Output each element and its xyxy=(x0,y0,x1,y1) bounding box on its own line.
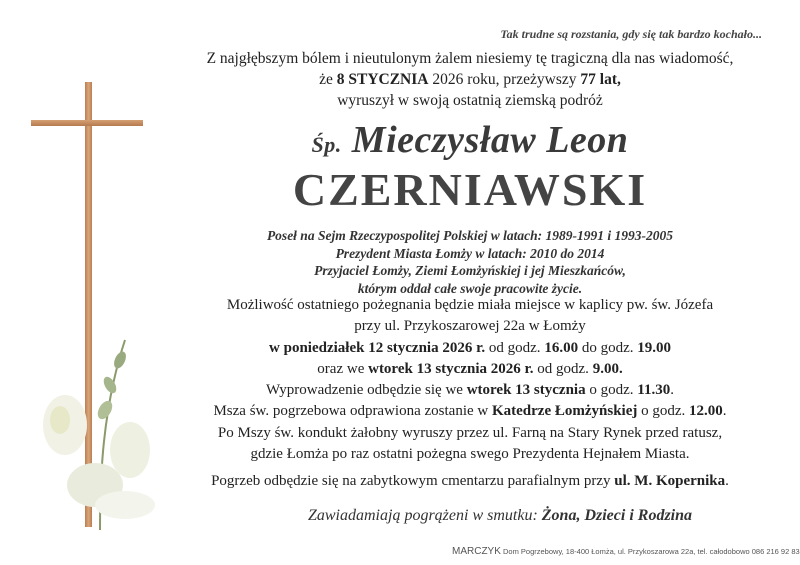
details-line: Pogrzeb odbędzie się na zabytkowym cmentarzu parafialnym przy ul. M. Kopernika. xyxy=(211,473,729,490)
merit-line: którym oddał całe swoje pracowite życie. xyxy=(357,280,583,296)
quote: Tak trudne są rozstania, gdy się tak bardzo kochało... xyxy=(500,27,762,41)
funeral-details xyxy=(180,295,760,493)
funeral-home-name: MARCZYK xyxy=(452,546,501,557)
funeral-home-details: Dom Pogrzebowy, 18-400 Łomża, ul. Przykoszarowa 22a, tel. całodobowo 086 216 92 83 xyxy=(503,547,800,556)
lily-flowers-icon xyxy=(30,330,160,530)
details-line: gdzie Łomża po raz ostatni pożegna swego Prezydenta Hejnałem Miasta. xyxy=(250,446,690,463)
signature: Zawiadamiają pogrążeni w smutku: Żona, Dzieci i Rodzina xyxy=(307,507,693,524)
intro-line-1: Z najgłębszym bólem i nieutulonym żalem niesiemy tę tragiczną dla nas wiadomość, xyxy=(206,50,734,67)
details-line: Po Mszy św. kondukt żałobny wyruszy przez ul. Farną na Stary Rynek przed ratusz, xyxy=(217,424,723,441)
details-line: Msza św. pogrzebowa odprawiona zostanie w Katedrze Łomżyńskiej o godz. 12.00. xyxy=(213,403,727,420)
death-date: 8 STYCZNIA xyxy=(336,71,429,88)
details-line: Wyprowadzenie odbędzie się we wtorek 13 stycznia o godz. 11.30. xyxy=(266,382,674,399)
merit-line: Poseł na Sejm Rzeczypospolitej Polskiej w latach: 1989-1991 i 1993-2005 xyxy=(266,228,674,243)
cross-crossbar xyxy=(31,120,143,126)
footer xyxy=(452,546,800,557)
announcement-intro xyxy=(180,48,760,111)
merit-line: Prezydent Miasta Łomży w latach: 2010 do 2014 xyxy=(335,245,605,261)
age: 77 lat xyxy=(580,71,618,88)
intro-line-3: wyruszył w swoją ostatnią ziemską podróż xyxy=(337,92,603,109)
details-line: przy ul. Przykoszarowej 22a w Łomży xyxy=(354,318,586,335)
details-line: oraz we wtorek 13 stycznia 2026 r. od godz. 9.00. xyxy=(317,360,623,377)
merits xyxy=(180,227,760,297)
deceased-surname: CZERNIAWSKI xyxy=(292,164,648,215)
details-line: w poniedziałek 12 stycznia 2026 r. od godz. 16.00 do godz. 19.00 xyxy=(269,339,671,356)
merit-line: Przyjaciel Łomży, Ziemi Łomżyńskiej i jej Mieszkańców, xyxy=(314,263,626,278)
intro-line-2: że 8 STYCZNIA 2026 roku, przeżywszy 77 lat, xyxy=(319,71,621,88)
details-line: Możliwość ostatniego pożegnania będzie miała miejsce w kaplicy pw. św. Józefa xyxy=(226,297,714,313)
deceased-name: Śp. Mieczysław Leon xyxy=(311,119,629,161)
